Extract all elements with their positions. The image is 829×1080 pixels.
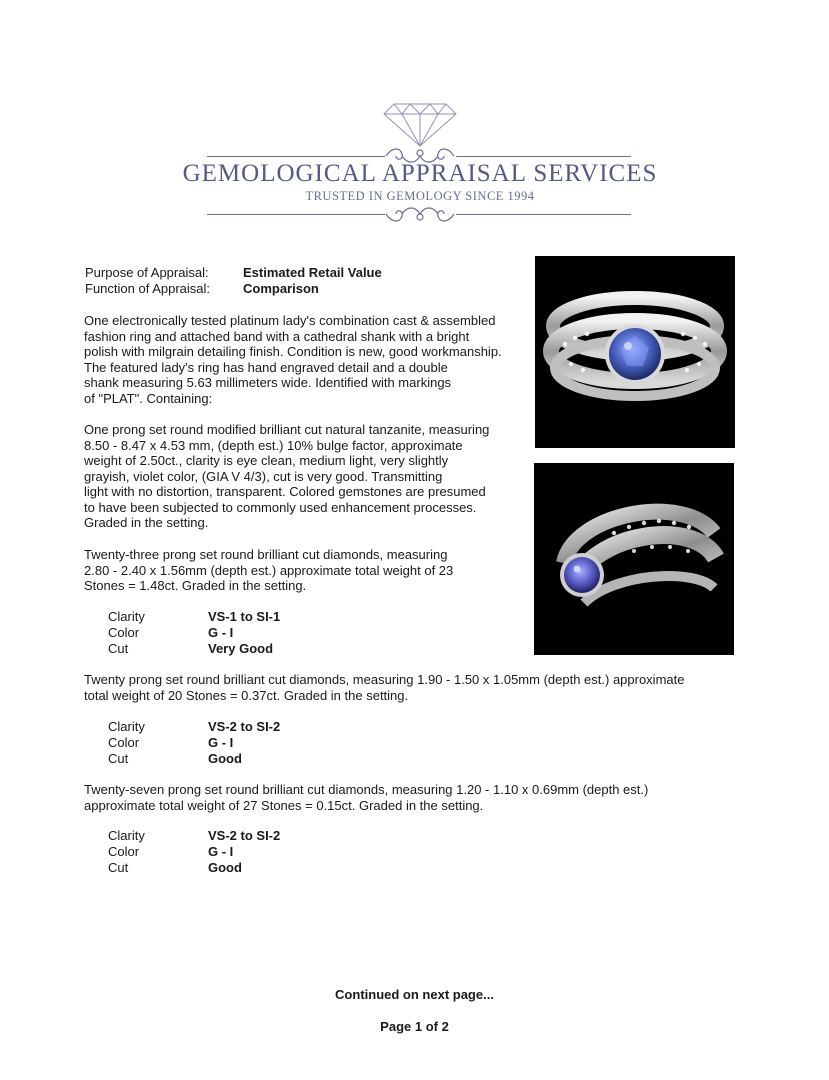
- diamonds-1-description: Twenty-three prong set round brilliant cut diamonds, measuring 2.80 - 2.40 x 1.56mm (depth est.) approximate total weight of 23 Stones = 1.48ct. Graded in the setting.: [84, 547, 454, 593]
- ring-photo-angle: [534, 463, 734, 655]
- diamonds-2-description: Twenty prong set round brilliant cut diamonds, measuring 1.90 - 1.50 x 1.05mm (depth est.) approximate total weight of 20 Stones = 0.37ct. Graded in the setting.: [84, 672, 685, 703]
- function-value: Comparison: [243, 281, 319, 296]
- cut-label: Cut: [108, 751, 129, 766]
- cut-value: Good: [208, 860, 242, 875]
- ring-photo-front: [535, 256, 735, 448]
- ring-description: One electronically tested platinum lady's combination cast & assembled fashion ring and attached band with a cathedral shank with a bright polish with milgrain detailing finish. Condition is new, good workmanship. The featured lady's ring has hand engraved detail and a double shank measuring 5.63 millimeters wide. Identified with markings of "PLAT". Containing:: [84, 313, 502, 406]
- color-label: Color: [108, 844, 140, 859]
- ring-front-image: [535, 256, 735, 448]
- color-value: G - I: [208, 844, 234, 859]
- header-rule-top-right: [456, 156, 631, 157]
- color-label: Color: [108, 735, 140, 750]
- cut-label: Cut: [108, 641, 129, 656]
- clarity-value: VS-2 to SI-2: [208, 828, 281, 843]
- cut-value: Good: [208, 751, 242, 766]
- clarity-value: VS-1 to SI-1: [208, 609, 281, 624]
- color-value: G - I: [208, 735, 234, 750]
- company-name: GEMOLOGICAL APPRAISAL SERVICES: [182, 160, 658, 187]
- diamond-outline-icon: [380, 90, 460, 150]
- header-rule-bottom-right: [456, 214, 631, 215]
- scroll-ornament-icon: [382, 203, 458, 225]
- purpose-label: Purpose of Appraisal:: [85, 265, 209, 280]
- function-label: Function of Appraisal:: [85, 281, 211, 296]
- header-rule-bottom-left: [207, 214, 385, 215]
- cut-label: Cut: [108, 860, 129, 875]
- header-rule-top-left: [207, 156, 385, 157]
- page-number: Page 1 of 2: [380, 1019, 449, 1034]
- clarity-label: Clarity: [108, 609, 145, 624]
- diamonds-3-description: Twenty-seven prong set round brilliant cut diamonds, measuring 1.20 - 1.10 x 0.69mm (depth est.) approximate total weight of 27 Stones = 0.15ct. Graded in the setting.: [84, 782, 649, 813]
- clarity-label: Clarity: [108, 828, 145, 843]
- cut-value: Very Good: [208, 641, 274, 656]
- purpose-value: Estimated Retail Value: [243, 265, 382, 280]
- color-value: G - I: [208, 625, 234, 640]
- company-tagline: TRUSTED IN GEMOLOGY SINCE 1994: [305, 189, 535, 203]
- tanzanite-description: One prong set round modified brilliant cut natural tanzanite, measuring 8.50 - 8.47 x 4.53 mm, (depth est.) 10% bulge factor, approximate weight of 2.50ct., clarity is eye clean, medium light, very slightly grayish, violet color, (GIA V 4/3), cut is very good. Transmitting light with no distortion, transparent. Colored gemstones are presumed to have been subjected to commonly used enhancement processes. Graded in the setting.: [84, 422, 490, 530]
- color-label: Color: [108, 625, 140, 640]
- ring-angle-image: [534, 463, 734, 655]
- clarity-value: VS-2 to SI-2: [208, 719, 281, 734]
- continued-notice: Continued on next page...: [335, 987, 494, 1002]
- clarity-label: Clarity: [108, 719, 145, 734]
